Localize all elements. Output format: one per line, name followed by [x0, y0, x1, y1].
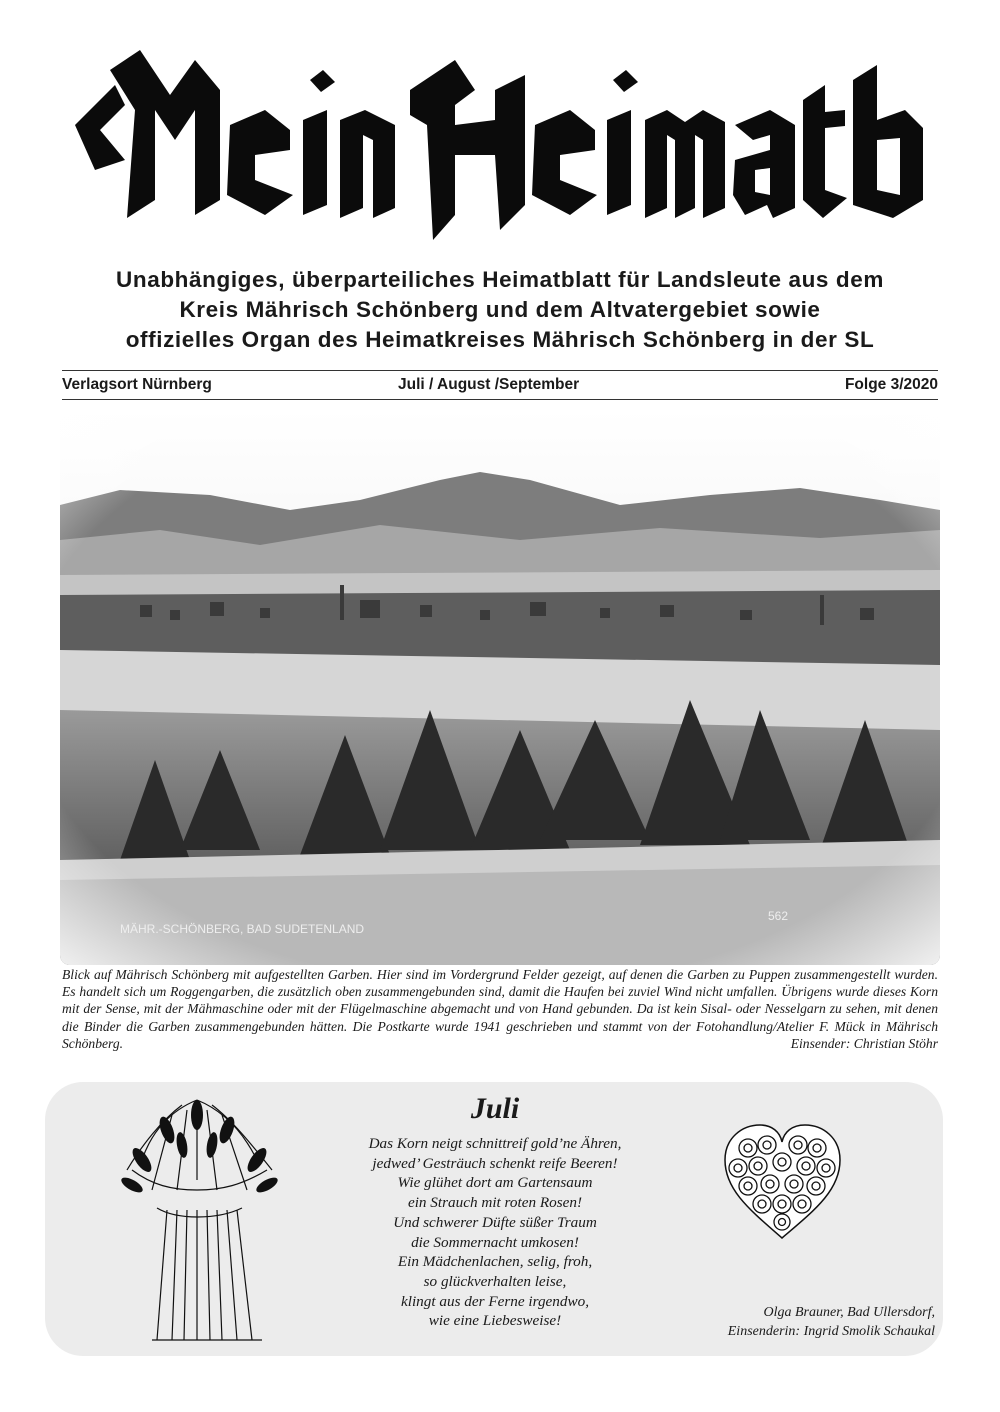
masthead-logo [55, 30, 945, 255]
subtitle [40, 265, 960, 355]
issue-info-bar [62, 374, 938, 396]
poem-line: Ein Mädchenlachen, selig, froh, [397, 1253, 593, 1271]
subtitle-line-1: Unabhängiges, überparteiliches Heimatblatt für Landsleute aus dem [116, 267, 884, 292]
subtitle-line-3: offizielles Organ des Heimatkreises Mährisch Schönberg in der SL [125, 327, 875, 352]
poem-line: so glückverhalten leise, [423, 1272, 567, 1290]
bottom-rule [62, 399, 938, 400]
publication-place: Verlagsort Nürnberg [62, 376, 212, 393]
rose-heart-illustration [720, 1120, 845, 1245]
poem-line: klingt aus der Ferne irgendwo, [401, 1292, 589, 1310]
poem-title: Juli [470, 1092, 520, 1125]
postcard-label: MÄHR.-SCHÖNBERG, BAD SUDETENLAND [120, 922, 365, 936]
wheat-sheaf-illustration [112, 1090, 287, 1350]
poem-line: Und schwerer Düfte süßer Traum [393, 1213, 597, 1231]
caption-text: Blick auf Mährisch Schönberg mit aufgestellten Garben. Hier sind im Vordergrund Felder gezeigt, auf denen die Garben zu Puppen zusammengestellt wurden. Es handelt sich um Roggengarben, die zusätzlich oben zusammengebunden sind, damit die Haufen bei zuviel Wind nicht umfallen. Übrigens wurde dieses Korn mit der Sense, mit der Mähmaschine oder mit der Flügelmaschine abgemacht und von Hand gebunden. Da ist kein Sisal- oder Nesselgarn zu sehen, mit denen die Binder die Garben zusammengebunden hätten. Die Postkarte wurde 1941 geschrieben und stammt von der Fotohandlung/Atelier F. Mück in Mährisch Schönberg. [62, 967, 938, 1051]
poem-credits [660, 1303, 935, 1341]
poem-line: Wie glühet dort am Gartensaum [397, 1174, 593, 1192]
poem-author: Olga Brauner, Bad Ullersdorf, [763, 1305, 935, 1320]
poem-text [320, 1134, 670, 1331]
photo-caption [62, 966, 938, 1052]
top-rule [62, 370, 938, 371]
poem-line: ein Strauch mit roten Rosen! [407, 1194, 583, 1212]
issue-period: Juli / August /September [398, 376, 580, 393]
subtitle-line-2: Kreis Mährisch Schönberg und dem Altvatergebiet sowie [179, 297, 821, 322]
poem-line: Das Korn neigt schnittreif gold’ne Ähren, [368, 1135, 622, 1152]
poem-line: wie eine Liebesweise! [428, 1312, 562, 1330]
postcard-photo [60, 410, 940, 965]
caption-sender: Einsender: Christian Stöhr [790, 1035, 938, 1051]
poem-line: jedwed’ Gesträuch schenkt reife Beeren! [372, 1154, 618, 1172]
poem-submitter: Einsenderin: Ingrid Smolik Schaukal [727, 1324, 935, 1339]
postcard-number: 562 [768, 909, 789, 923]
issue-number: Folge 3/2020 [844, 376, 938, 393]
poem-line: die Sommernacht umkosen! [411, 1233, 579, 1251]
landscape-illustration [60, 410, 940, 965]
